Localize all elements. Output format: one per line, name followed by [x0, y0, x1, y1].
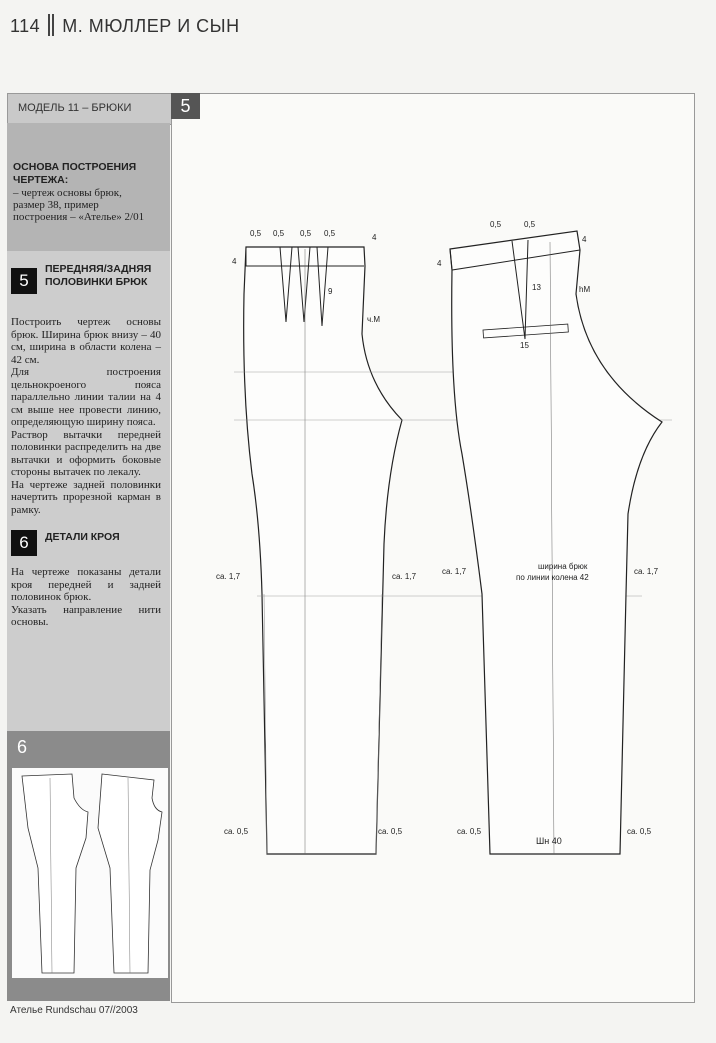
section-5-paragraph: Раствор вытачки передней половинки распределить на две вытачки и оформить боковые стороны вытачек по лекалу.: [11, 428, 161, 478]
back-dart-label: 0,5: [490, 220, 502, 229]
front-dart-label: 0,5: [300, 229, 312, 238]
section-5-number: 5: [11, 268, 37, 294]
front-width-mark: 4: [372, 233, 377, 242]
back-side-label: hM: [579, 285, 591, 294]
knee-width-text: ширина брюк: [538, 562, 588, 571]
front-waist-label: 4: [232, 257, 237, 266]
section-6-number: 6: [11, 530, 37, 556]
hem-width-text: Шн 40: [536, 836, 562, 846]
basis-heading: ОСНОВА ПОСТРОЕНИЯ ЧЕРТЕЖА:: [13, 161, 137, 186]
front-hem-right: ca. 0,5: [378, 827, 403, 836]
footer-credit: Ателье Rundschau 07//2003: [10, 1005, 138, 1016]
front-dart-depth: 9: [328, 287, 333, 296]
page-header: [10, 14, 240, 37]
figure-number: 5: [171, 93, 200, 119]
back-dart-label: 0,5: [524, 220, 536, 229]
section-6-heading: ДЕТАЛИ КРОЯ: [45, 530, 120, 543]
magazine-title: М. МЮЛЛЕР И СЫН: [62, 16, 240, 36]
instructions-block: [7, 251, 170, 731]
front-dart-label: 0,5: [250, 229, 262, 238]
back-hem-left: ca. 0,5: [457, 827, 482, 836]
thumbnail-number: 6: [17, 737, 28, 757]
basis-line: – чертеж основы брюк,: [13, 187, 122, 199]
thumbnail-pieces: [12, 768, 168, 978]
basis-block: [7, 123, 170, 251]
model-label: МОДЕЛЬ 11 – БРЮКИ: [18, 102, 132, 114]
back-knee-right: ca. 1,7: [634, 567, 659, 576]
front-knee-right: ca. 1,7: [392, 572, 417, 581]
header-divider: [48, 14, 54, 36]
front-dart-label: 0,5: [273, 229, 285, 238]
section-5-paragraph: Построить чертеж основы брюк. Ширина брюк внизу – 40 см, ширина в области колена – 42 см.: [11, 316, 161, 366]
pattern-thumbnail: [12, 768, 168, 978]
knee-width-text: по линии колена 42: [516, 573, 589, 582]
back-hem-right: ca. 0,5: [627, 827, 652, 836]
section-5-heading: ПОЛОВИНКИ БРЮК: [45, 276, 148, 288]
drawing-panel: [171, 93, 695, 1003]
back-dart-depth: 13: [532, 283, 541, 292]
page-number: 114: [10, 16, 41, 36]
section-6-paragraph: На чертеже показаны детали кроя передней и задней половинок брюк.: [11, 566, 161, 603]
back-width-mark: 4: [582, 235, 587, 244]
back-half-pattern: [450, 231, 662, 854]
section-5-heading: ПЕРЕДНЯЯ/ЗАДНЯЯ: [45, 263, 152, 275]
back-knee-left: ca. 1,7: [442, 567, 467, 576]
trouser-pattern-drawing: [172, 94, 694, 1002]
basis-line: построения – «Ателье» 2/01: [13, 211, 145, 223]
back-pocket-length: 15: [520, 341, 529, 350]
section-6-paragraph: Указать направление нити основы.: [11, 603, 161, 628]
section-5-paragraph: Для построения цельнокроеного пояса параллельно линии талии на 4 см выше нее провести линию, определяющую ширину пояса.: [11, 366, 161, 428]
front-hem-left: ca. 0,5: [224, 827, 249, 836]
front-side-label: ч.М: [367, 315, 381, 324]
basis-line: размер 38, пример: [13, 199, 99, 211]
front-knee-left: ca. 1,7: [216, 572, 241, 581]
model-label-strip: [7, 93, 172, 125]
back-waist-label: 4: [437, 259, 442, 268]
front-dart-label: 0,5: [324, 229, 336, 238]
section-5-paragraph: На чертеже задней половинки начертить прорезной карман в рамку.: [11, 478, 161, 516]
